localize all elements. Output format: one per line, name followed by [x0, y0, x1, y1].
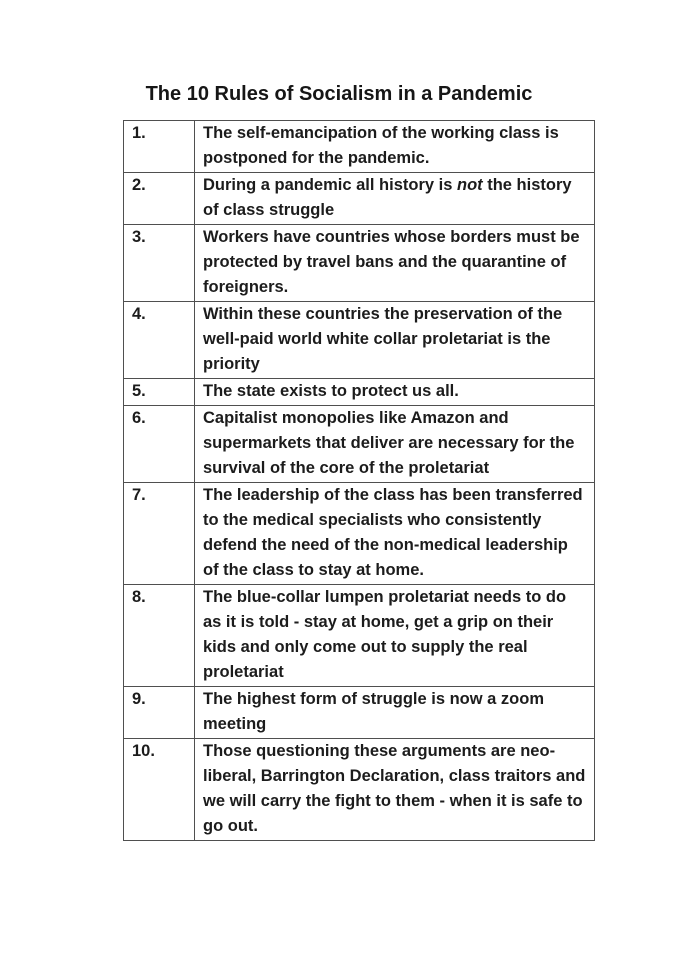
- rule-number-cell: 10.: [124, 739, 195, 841]
- rule-text-cell: [195, 173, 595, 225]
- rule-number-cell: 8.: [124, 585, 195, 687]
- table-row: [124, 121, 595, 173]
- rule-number-cell: 4.: [124, 302, 195, 379]
- rule-number-cell: 1.: [124, 121, 195, 173]
- rule-text-cell: The highest form of struggle is now a zoom meeting: [195, 687, 595, 739]
- page-title: The 10 Rules of Socialism in a Pandemic: [145, 83, 533, 105]
- table-row: [124, 406, 595, 483]
- rule-number-cell: 2.: [124, 173, 195, 225]
- table-row: [124, 225, 595, 302]
- table-row: [124, 173, 595, 225]
- rule-number-cell: 7.: [124, 483, 195, 585]
- rule-text-cell: Workers have countries whose borders must be protected by travel bans and the quarantine of foreigners.: [195, 225, 595, 302]
- table-row: [124, 687, 595, 739]
- rule-text-cell: The state exists to protect us all.: [195, 379, 595, 406]
- rules-table: [123, 120, 595, 841]
- table-row: [124, 302, 595, 379]
- table-row: [124, 739, 595, 841]
- table-row: [124, 379, 595, 406]
- rule-text-segment: During a pandemic all history is: [203, 176, 457, 194]
- table-row: [124, 585, 595, 687]
- rule-number-cell: 9.: [124, 687, 195, 739]
- rule-text-cell: The blue-collar lumpen proletariat needs to do as it is told - stay at home, get a grip on their kids and only come out to supply the real proletariat: [195, 585, 595, 687]
- rule-text-cell: The self-emancipation of the working class is postponed for the pandemic.: [195, 121, 595, 173]
- rule-text-italic-segment: not: [456, 176, 483, 194]
- rule-number-cell: 5.: [124, 379, 195, 406]
- rule-text-cell: Capitalist monopolies like Amazon and supermarkets that deliver are necessary for the survival of the core of the proletariat: [195, 406, 595, 483]
- table-row: [124, 483, 595, 585]
- rule-text-cell: Those questioning these arguments are neo-liberal, Barrington Declaration, class traitors and we will carry the fight to them - when it is safe to go out.: [195, 739, 595, 841]
- rule-text-segment: the history of class struggle: [203, 176, 572, 219]
- rules-table-body: [124, 121, 595, 841]
- rule-number-cell: 3.: [124, 225, 195, 302]
- rule-text-cell: The leadership of the class has been transferred to the medical specialists who consistently defend the need of the non-medical leadership of the class to stay at home.: [195, 483, 595, 585]
- rule-number-cell: 6.: [124, 406, 195, 483]
- rule-text-cell: Within these countries the preservation of the well-paid world white collar proletariat is the priority: [195, 302, 595, 379]
